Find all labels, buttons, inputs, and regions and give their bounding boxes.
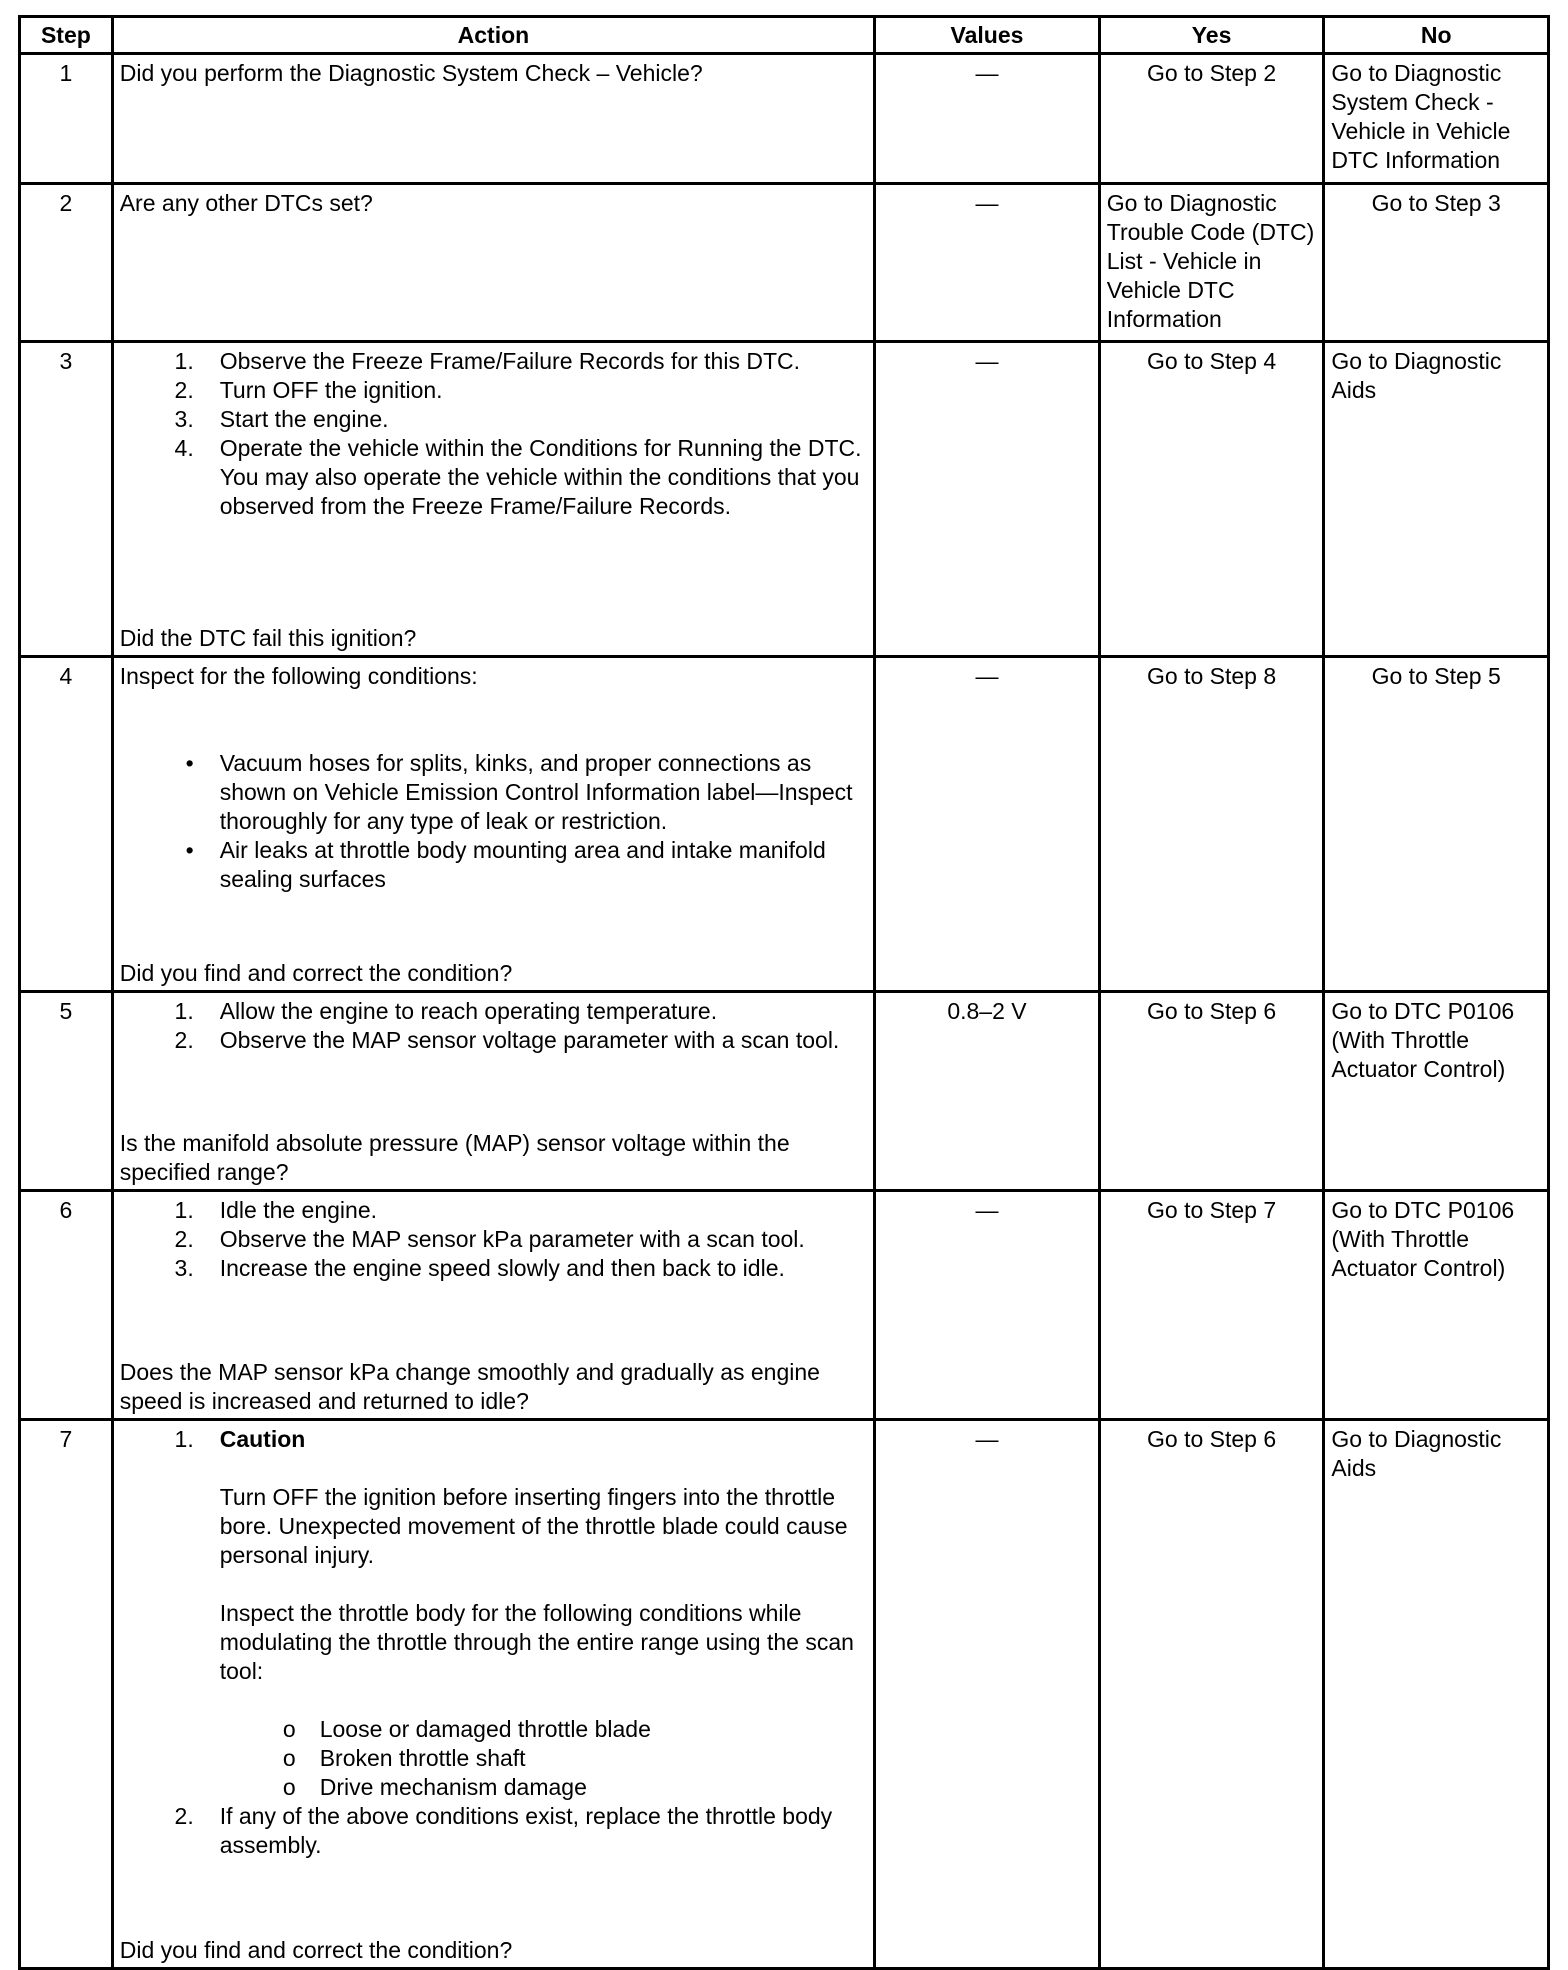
question: Did you find and correct the condition? [119, 1937, 513, 1963]
list-item: 2. Observe the MAP sensor voltage parameter with a scan tool. [174, 1027, 840, 1053]
question: Are any other DTCs set? [119, 190, 373, 216]
value-cell: 0.8–2 V [875, 992, 1100, 1191]
yes-cell: Go to Step 4 [1099, 342, 1324, 657]
value-cell: — [875, 342, 1100, 657]
step-number: 7 [20, 1420, 113, 1969]
header-action: Action [112, 17, 874, 54]
list-item: 1. Idle the engine. [174, 1197, 378, 1223]
no-cell: Go to Diagnostic System Check - Vehicle in Vehicle DTC Information [1324, 54, 1549, 184]
header-no: No [1324, 17, 1549, 54]
list-item: • Vacuum hoses for splits, kinks, and proper connections as shown on Vehicle Emission Control Information label—Inspect thoroughly for any type of leak or restriction. [185, 750, 853, 834]
intro-text: Inspect for the following conditions: [119, 663, 478, 689]
action-cell [112, 342, 874, 657]
sub-list-item: o Broken throttle shaft [282, 1745, 526, 1771]
yes-cell: Go to Step 7 [1099, 1191, 1324, 1420]
table-row [20, 342, 1549, 657]
no-cell: Go to Diagnostic Aids [1324, 1420, 1549, 1969]
value-cell: — [875, 54, 1100, 184]
table-row [20, 992, 1549, 1191]
list-item: 3. Start the engine. [174, 406, 389, 432]
sub-list-item: o Drive mechanism damage [282, 1774, 587, 1800]
list-item: 1. Allow the engine to reach operating temperature. [174, 998, 718, 1024]
list-item: 1. Observe the Freeze Frame/Failure Records for this DTC. [174, 348, 801, 374]
table-row [20, 184, 1549, 342]
header-values: Values [875, 17, 1100, 54]
action-cell [112, 992, 874, 1191]
question: Did you find and correct the condition? [119, 960, 513, 986]
list-item: 3. Increase the engine speed slowly and then back to idle. [174, 1255, 785, 1281]
list-item: 4. Operate the vehicle within the Conditions for Running the DTC. You may also operate the vehicle within the conditions that you observed from the Freeze Frame/Failure Records. [174, 435, 862, 519]
list-item: 2. If any of the above conditions exist, replace the throttle body assembly. [174, 1803, 833, 1858]
action-cell [112, 54, 874, 184]
inspect-text: Inspect the throttle body for the following conditions while modulating the throttle through the entire range using the scan tool: [219, 1600, 854, 1684]
no-cell: Go to Step 3 [1324, 184, 1549, 342]
question: Did the DTC fail this ignition? [119, 625, 417, 651]
sub-list-item: o Loose or damaged throttle blade [282, 1716, 651, 1742]
no-cell: Go to Step 5 [1324, 657, 1549, 992]
table-row [20, 1191, 1549, 1420]
no-cell: Go to DTC P0106 (With Throttle Actuator Control) [1324, 992, 1549, 1191]
step-number: 3 [20, 342, 113, 657]
no-cell: Go to Diagnostic Aids [1324, 342, 1549, 657]
step-number: 6 [20, 1191, 113, 1420]
no-cell: Go to DTC P0106 (With Throttle Actuator Control) [1324, 1191, 1549, 1420]
action-cell [112, 1420, 874, 1969]
value-cell: — [875, 1420, 1100, 1969]
step-number: 4 [20, 657, 113, 992]
diagnostic-table [18, 15, 1550, 1970]
step-number: 1 [20, 54, 113, 184]
caution-label: Caution [219, 1426, 306, 1452]
list-item: 2. Turn OFF the ignition. [174, 377, 443, 403]
step-number: 2 [20, 184, 113, 342]
caution-text: Turn OFF the ignition before inserting fingers into the throttle bore. Unexpected movement of the throttle blade could cause personal injury. [219, 1484, 848, 1568]
list-item: 1. Caution [174, 1426, 306, 1452]
header-row [20, 17, 1549, 54]
value-cell: — [875, 657, 1100, 992]
yes-cell: Go to Step 8 [1099, 657, 1324, 992]
list-item: • Air leaks at throttle body mounting area and intake manifold sealing surfaces [185, 837, 826, 892]
yes-cell: Go to Step 6 [1099, 1420, 1324, 1969]
list-item: 2. Observe the MAP sensor kPa parameter with a scan tool. [174, 1226, 805, 1252]
table-row [20, 657, 1549, 992]
yes-cell: Go to Diagnostic Trouble Code (DTC) List - Vehicle in Vehicle DTC Information [1099, 184, 1324, 342]
yes-cell: Go to Step 6 [1099, 992, 1324, 1191]
action-cell [112, 1191, 874, 1420]
yes-cell: Go to Step 2 [1099, 54, 1324, 184]
table-row [20, 54, 1549, 184]
value-cell: — [875, 1191, 1100, 1420]
header-yes: Yes [1099, 17, 1324, 54]
question: Does the MAP sensor kPa change smoothly and gradually as engine speed is increased and returned to idle? [119, 1359, 820, 1414]
action-cell [112, 184, 874, 342]
action-cell [112, 657, 874, 992]
step-number: 5 [20, 992, 113, 1191]
question: Is the manifold absolute pressure (MAP) sensor voltage within the specified range? [119, 1130, 790, 1185]
header-step: Step [20, 17, 113, 54]
question: Did you perform the Diagnostic System Check – Vehicle? [119, 60, 703, 86]
table-row [20, 1420, 1549, 1969]
value-cell: — [875, 184, 1100, 342]
